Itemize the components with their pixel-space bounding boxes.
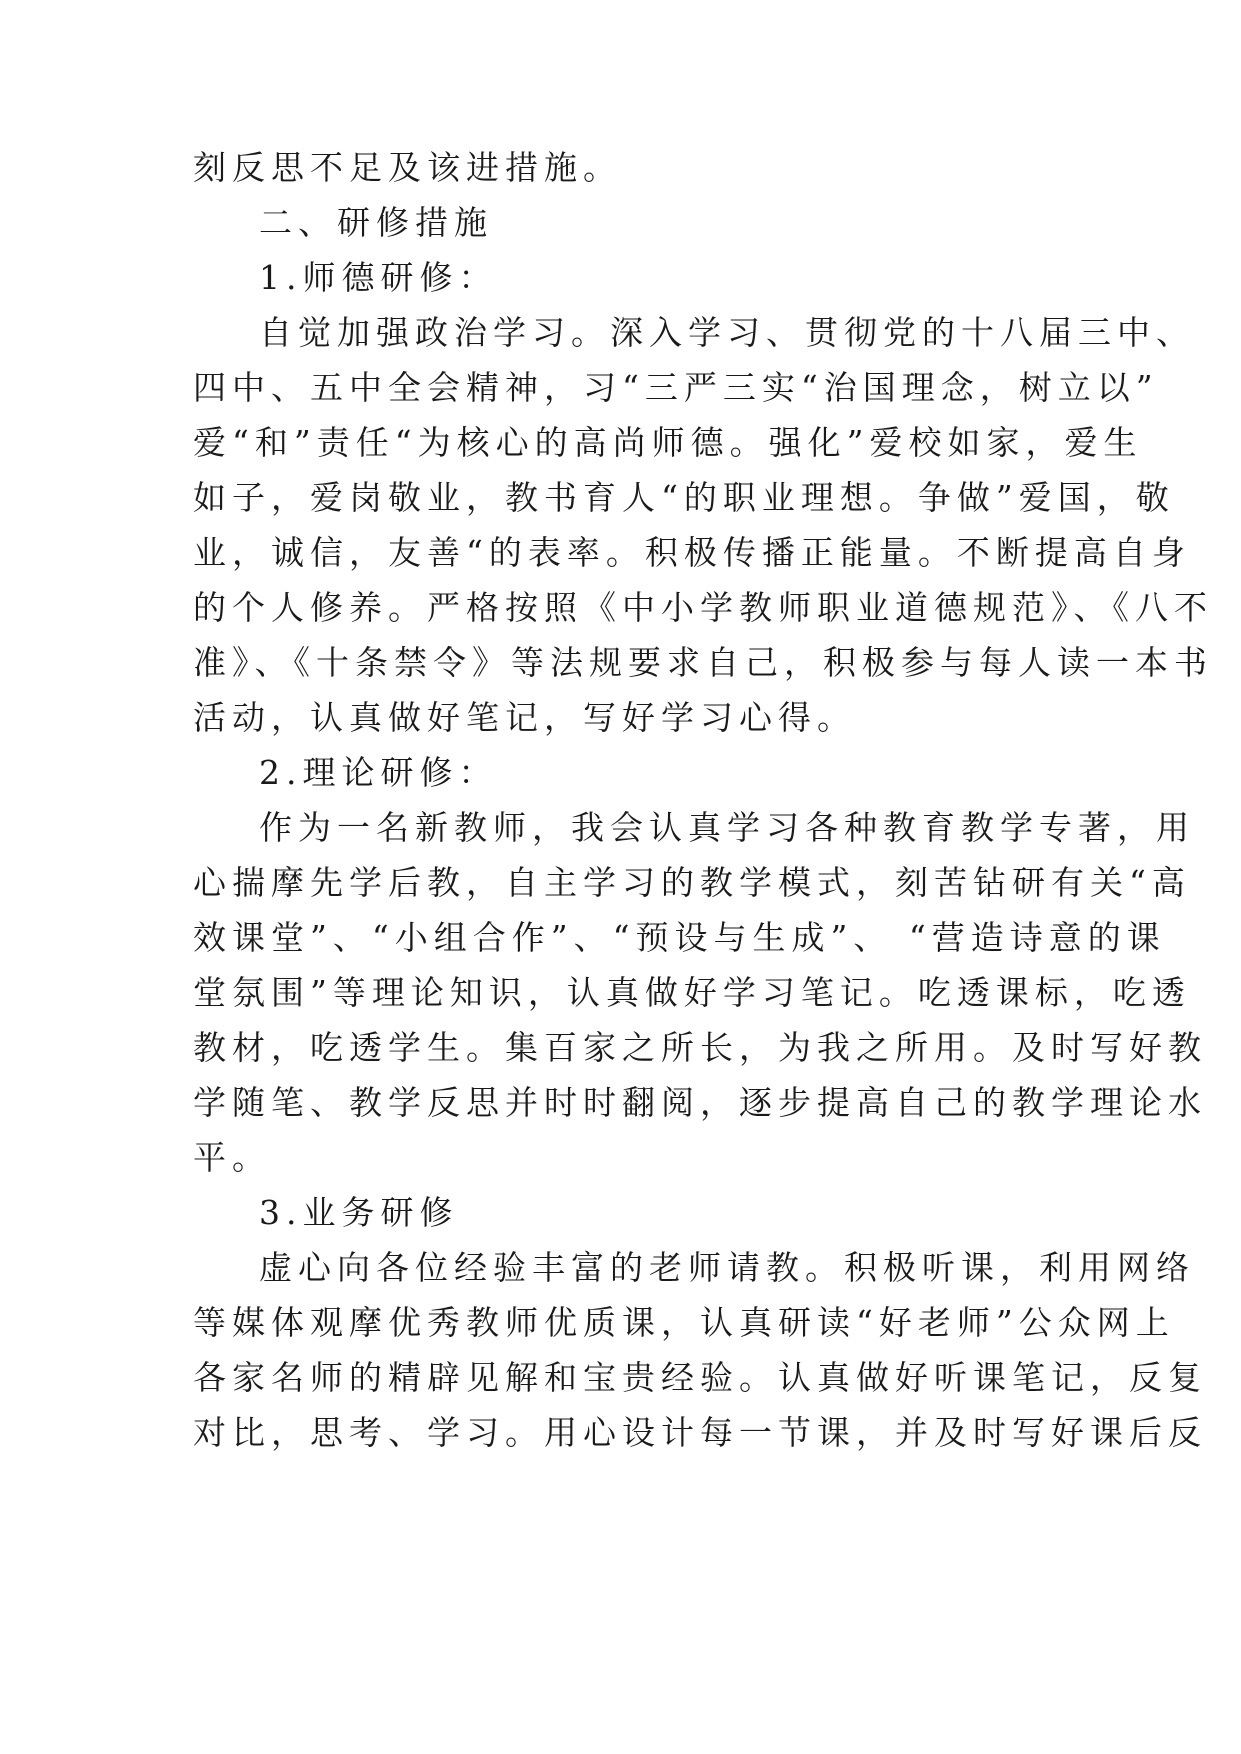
- subsection-heading: 1.师德研修：: [259, 258, 498, 297]
- text-line: 对比，思考、学习。用心设计每一节课，并及时写好课后反: [193, 1413, 1207, 1452]
- text-line: 的个人修养。严格按照《中小学教师职业道德规范》、《八不: [193, 588, 1213, 627]
- text-line: 作为一名新教师，我会认真学习各种教育教学专著，用: [259, 808, 1195, 847]
- text-line: 虚心向各位经验丰富的老师请教。积极听课，利用网络: [259, 1248, 1195, 1287]
- text-line: 自觉加强政治学习。深入学习、贯彻党的十八届三中、: [259, 313, 1195, 352]
- text-line: 堂氛围”等理论知识，认真做好学习笔记。吃透课标，吃透: [193, 973, 1191, 1012]
- text-line: 活动，认真做好笔记，写好学习心得。: [193, 698, 856, 737]
- text-line: 心揣摩先学后教，自主学习的教学模式，刻苦钻研有关“高: [193, 863, 1191, 902]
- section-heading: 二、研修措施: [259, 203, 493, 242]
- text-line: 平。: [193, 1138, 271, 1177]
- text-line: 业，诚信，友善“的表率。积极传播正能量。不断提高自身: [193, 533, 1191, 572]
- text-line: 爱“和”责任“为核心的高尚师德。强化”爱校如家，爱生: [193, 423, 1143, 462]
- text-line: 教材，吃透学生。集百家之所长，为我之所用。及时写好教: [193, 1028, 1207, 1067]
- text-line: 如子，爱岗敬业，教书育人“的职业理想。争做”爱国，敬: [193, 478, 1175, 517]
- text-line: 各家名师的精辟见解和宝贵经验。认真做好听课笔记，反复: [193, 1358, 1207, 1397]
- subsection-heading: 3.业务研修: [259, 1193, 459, 1232]
- text-line: 学随笔、教学反思并时时翻阅，逐步提高自己的教学理论水: [193, 1083, 1207, 1122]
- subsection-heading: 2.理论研修：: [259, 753, 498, 792]
- text-line: 刻反思不足及该进措施。: [193, 148, 622, 187]
- text-line: 四中、五中全会精神，习“三严三实“治国理念，树立以”: [193, 368, 1159, 407]
- text-line: 准》、《十条禁令》等法规要求自己，积极参与每人读一本书: [193, 643, 1213, 682]
- text-line: 效课堂”、“小组合作”、“预设与生成”、 “营造诗意的课: [193, 918, 1166, 957]
- text-line: 等媒体观摩优秀教师优质课，认真研读“好老师”公众网上: [193, 1303, 1175, 1342]
